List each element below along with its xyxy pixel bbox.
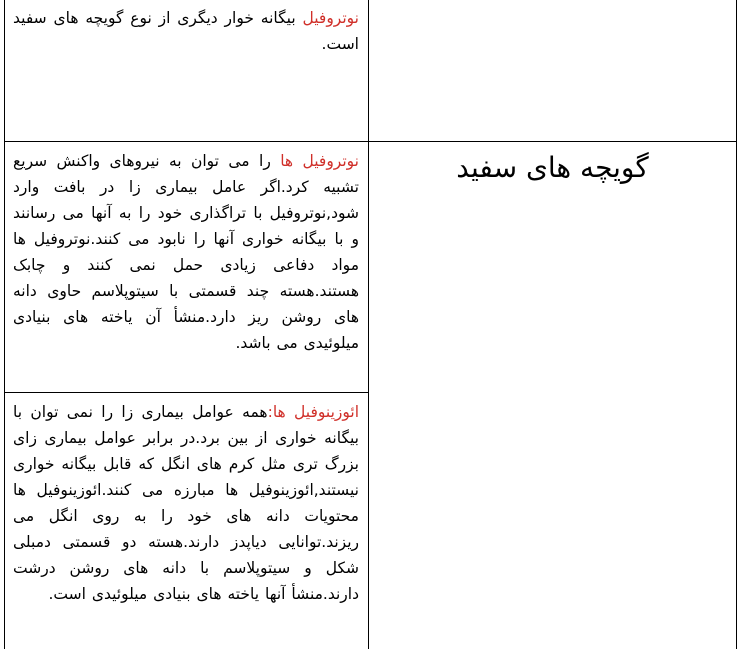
neutrophil-intro-cell (5, 0, 369, 142)
table-row (5, 0, 737, 142)
neutrophil-intro-paragraph (5, 0, 368, 57)
table-row (5, 142, 737, 393)
highlighted-term: نوتروفیل (302, 9, 359, 27)
empty-cell (369, 0, 737, 142)
paragraph-text: همه عوامل بیماری زا را نمی توان با بیگانه خواری از بین برد.در برابر عوامل بیماری زای بزرگ تری مثل کرم های انگل که قابل بیگانه خواری نیستند,ائوزینوفیل ها مبارزه می کنند.ائوزینوفیل ها محتویات دانه های خود را به روی انگل می ریزند.توانایی دیاپدز دارند.هسته دو قسمتی دمبلی شکل و سیتوپلاسم با دانه های روشن درشت دارند.منشأ آنها یاخته های بنیادی میلوئیدی است. (13, 403, 359, 603)
section-title-cell (369, 142, 737, 649)
section-title: گویچه های سفید (456, 151, 649, 184)
eosinophils-paragraph (5, 393, 368, 607)
content-table (4, 0, 737, 649)
neutrophils-cell (5, 142, 369, 393)
highlighted-term: ائوزینوفیل ها: (267, 403, 359, 421)
eosinophils-cell (5, 393, 369, 649)
paragraph-text: را می توان به نیروهای واکنش سریع تشبیه کرد.اگر عامل بیماری زا در بافت وارد شود,نوتروفیل با تراگذاری خود را به آنها می رسانند و با بیگانه خواری آنها را نابود می کنند.نوتروفیل ها مواد دفاعی زیادی حمل نمی کنند و چابک هستند.هسته چند قسمتی با سیتوپلاسم حاوی دانه های روشن ریز دارد.منشأ آن یاخته های بنیادی میلوئیدی می باشد. (13, 152, 359, 352)
highlighted-term: نوتروفیل ها (280, 152, 359, 170)
neutrophils-paragraph (5, 142, 368, 356)
paragraph-text: بیگانه خوار دیگری از نوع گویچه های سفید است. (13, 9, 359, 53)
